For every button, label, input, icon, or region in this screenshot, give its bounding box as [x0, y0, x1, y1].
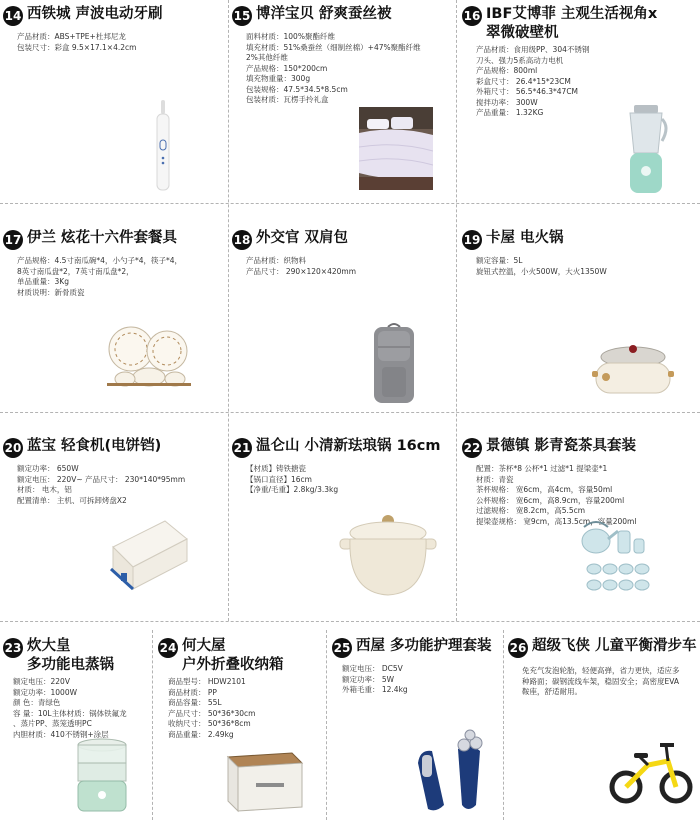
- product-card: [3, 5, 225, 200]
- enamel-pot-image: [334, 513, 442, 599]
- col-divider: [456, 0, 457, 621]
- product-specs: 【材质】铸铁搪瓷 【锅口直径】16cm 【净重/毛重】2.8kg/3.3kg: [246, 464, 339, 494]
- product-number-badge: 21: [232, 438, 252, 458]
- product-specs: 额定功率： 650W 额定电压： 220V~ 产品尺寸： 230*140*95mm 材质： 电木，铝 配置清单： 主机、可拆卸烤盘X2: [17, 464, 186, 505]
- product-number-badge: 16: [462, 6, 482, 26]
- product-title: IBF艾博菲 主观生活视角x 翠微破壁机: [486, 6, 658, 41]
- product-title: 景德镇 影青瓷茶具套装: [486, 438, 637, 454]
- product-specs: 额定容量：5L 旋钮式控温，小火500W，大火1350W: [476, 256, 607, 276]
- balance-bike-image: [608, 741, 694, 805]
- col-divider: [503, 630, 504, 820]
- product-specs: 产品材质：ABS+TPE+杜邦尼龙 包装尺寸：彩盒 9.5×17.1×4.2cm: [17, 32, 137, 52]
- product-title: 博洋宝贝 舒爽蚕丝被: [256, 6, 392, 22]
- product-number-badge: 24: [158, 638, 178, 658]
- product-number-badge: 26: [508, 638, 528, 658]
- product-title: 炊大皇 多功能电蒸锅: [27, 638, 114, 673]
- blender-image: [622, 105, 670, 195]
- storage-box-image: [222, 749, 304, 813]
- product-specs: 产品材质：织物料 产品尺寸： 290×120×420mm: [246, 256, 357, 276]
- product-card: [3, 437, 225, 617]
- product-number-badge: 23: [3, 638, 23, 658]
- product-title: 伊兰 炫花十六件套餐具: [27, 230, 178, 246]
- product-card: [462, 437, 698, 617]
- product-specs: 配置：茶杯*8 公杯*1 过滤*1 提梁壶*1 材质：青瓷 茶杯规格： 宽6cm，高4cm，容量50ml 公杯规格： 宽6cm，高8.9cm，容量200ml 过滤规格： 宽8.2cm，高5.5cm 提梁壶规格： 宽9cm，高13.5cm，容量200ml: [476, 464, 637, 526]
- silk-quilt-image: [359, 107, 433, 190]
- product-card: [508, 637, 698, 817]
- care-kit-image: [410, 729, 494, 815]
- product-number-badge: 25: [332, 638, 352, 658]
- product-specs: 额定电压： DC5V 额定功率： 5W 外箱毛重： 12.4kg: [342, 664, 408, 694]
- row-divider-3: [0, 621, 700, 622]
- col-divider: [152, 630, 153, 820]
- product-specs: 商品型号： HDW2101 商品材质： PP 商品容量： 55L 产品尺寸： 50*36*30cm 收纳尺寸： 50*36*8cm 商品重量： 2.49kg: [168, 677, 256, 739]
- row-divider-2: [0, 412, 700, 413]
- product-title: 卡屋 电火锅: [486, 230, 564, 246]
- col-divider: [228, 0, 229, 621]
- steamer-image: [71, 737, 133, 815]
- product-title: 温仑山 小清新珐琅锅 16cm: [256, 438, 441, 454]
- tea-set-image: [572, 517, 658, 599]
- toothbrush-image: [153, 100, 173, 192]
- product-title: 超级飞侠 儿童平衡滑步车: [532, 638, 697, 654]
- sandwich-maker-image: [105, 517, 191, 595]
- product-number-badge: 19: [462, 230, 482, 250]
- product-number-badge: 22: [462, 438, 482, 458]
- product-card: [332, 637, 502, 817]
- product-number-badge: 14: [3, 6, 23, 26]
- product-card: [232, 5, 454, 200]
- backpack-image: [370, 321, 418, 405]
- product-number-badge: 17: [3, 230, 23, 250]
- product-number-badge: 15: [232, 6, 252, 26]
- product-title: 西铁城 声波电动牙刷: [27, 6, 163, 22]
- product-card: [232, 229, 454, 409]
- product-specs: 免充气发泡轮胎，轻便高弹，省力更快，适应多 种路面；碳钢流线车架，稳固安全；高密度EVA 鞍座，舒适耐用。: [522, 666, 680, 696]
- col-divider: [326, 630, 327, 820]
- product-specs: 额定电压：220V 额定功率：1000W 颜 色：青绿色 容 量：10L主体材质：锅体铁氟龙 、蒸片PP、蒸笼透明PC 内胆材质：410不锈钢+涂层: [13, 677, 127, 739]
- product-title: 蓝宝 轻食机(电饼铛): [27, 438, 162, 454]
- tableware-set-image: [103, 321, 195, 391]
- product-card: [462, 5, 698, 200]
- row-divider-1: [0, 203, 700, 204]
- product-number-badge: 20: [3, 438, 23, 458]
- product-specs: 面料材质：100%聚酯纤维 填充材质：51%桑蚕丝（细制丝棉）+47%聚酯纤维 2%其他纤维 产品规格：150*200cm 填充物重量：300g 包装规格：47.5*34.5*8.5cm 包装材质：瓦楞手拎礼盒: [246, 32, 421, 104]
- product-card: [3, 229, 225, 409]
- product-specs: 产品材质：食用级PP、304不锈钢 刀头、强力5系高动力电机 产品规格：800ml 彩盒尺寸： 26.4*15*23CM 外箱尺寸： 56.5*46.3*47CM 搅拌功率： 300W 产品重量： 1.32KG: [476, 45, 590, 117]
- product-card: [158, 637, 324, 817]
- hot-pot-image: [592, 341, 674, 397]
- product-specs: 产品规格：4.5寸南瓜碗*4，小勺子*4，筷子*4， 8英寸南瓜盘*2，7英寸南瓜盘*2， 单品重量：3Kg 材质说明：新骨质瓷: [17, 256, 182, 297]
- product-card: [3, 637, 150, 817]
- product-card: [232, 437, 454, 617]
- product-title: 外交官 双肩包: [256, 230, 349, 246]
- product-number-badge: 18: [232, 230, 252, 250]
- product-title: 西屋 多功能护理套装: [356, 638, 492, 654]
- product-card: [462, 229, 698, 409]
- product-title: 何大屋 户外折叠收纳箱: [182, 638, 284, 673]
